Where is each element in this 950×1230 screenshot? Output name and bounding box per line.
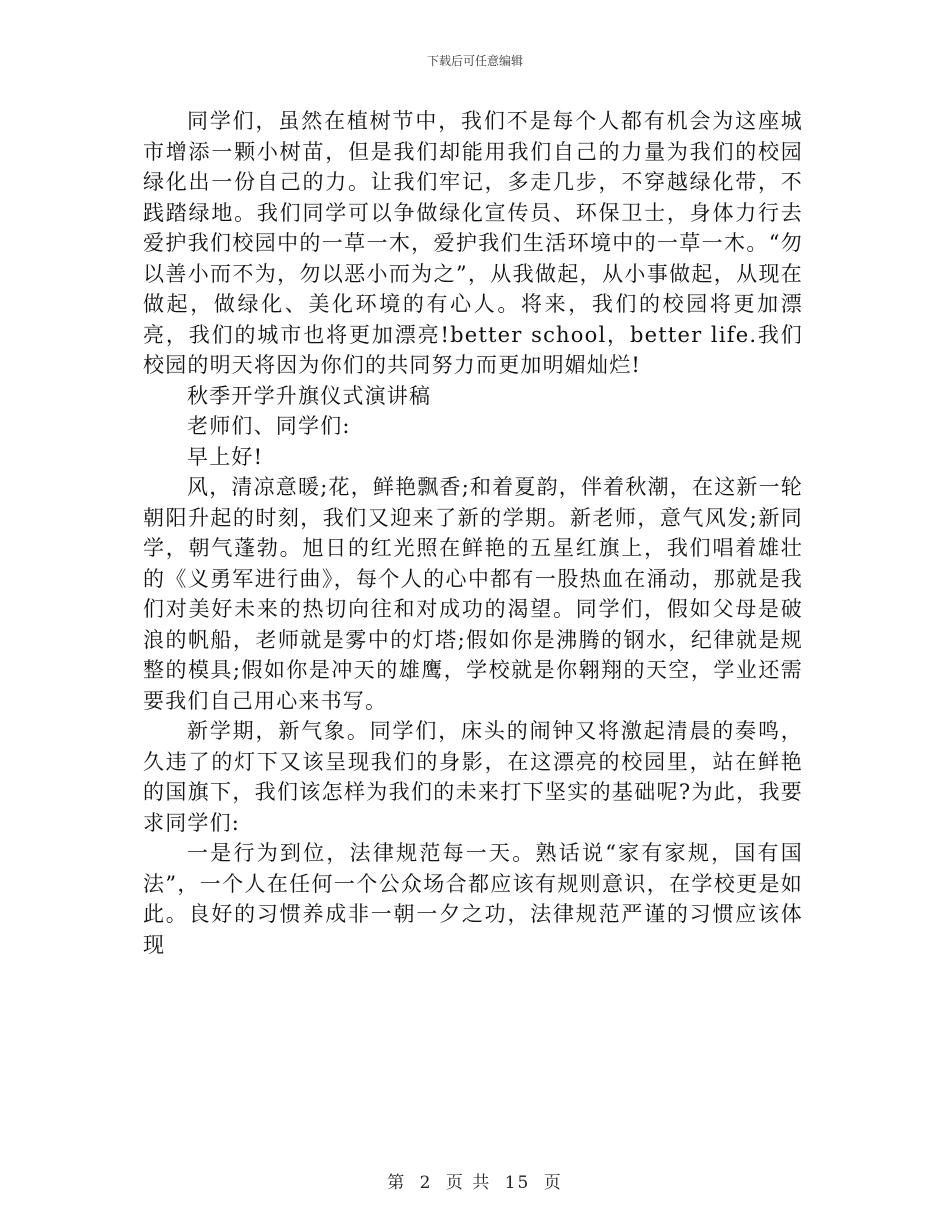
paragraph: 新学期，新气象。同学们，床头的闹钟又将激起清晨的奏鸣，久违了的灯下又该呈现我们的身影，在这漂亮的校园里，站在鲜艳的国旗下，我们该怎样为我们的未来打下坚实的基础呢?为此，我要求同学们: <box>143 719 803 835</box>
salutation: 老师们、同学们: <box>187 414 351 438</box>
paragraph: 风，清凉意暖;花，鲜艳飘香;和着夏韵，伴着秋潮，在这新一轮朝阳升起的时刻，我们又迎来了新的学期。新老师，意气风发;新同学，朝气蓬勃。旭日的红光照在鲜艳的五星红旗上，我们唱着雄壮的《义勇军进行曲》，每个人的心中都有一股热血在涌动，那就是我们对美好未来的热切向往和对成功的渴望。同学们，假如父母是破浪的帆船，老师就是雾中的灯塔;假如你是沸腾的钢水，纪律就是规整的模具;假如你是冲天的雄鹰，学校就是你翱翔的天空，学业还需要我们自己用心来书写。 <box>143 475 803 713</box>
footer-prefix: 第 <box>387 1173 407 1193</box>
total-page-count: 15 <box>504 1173 531 1193</box>
current-page-number: 2 <box>419 1173 433 1193</box>
footer-suffix: 页 <box>543 1173 563 1193</box>
page-header: 下载后可任意编辑 <box>426 54 523 68</box>
speech-title: 秋季开学升旗仪式演讲稿 <box>187 383 432 408</box>
paragraph: 一是行为到位，法律规范每一天。熟话说“家有家规，国有国法”，一个人在任何一个公众场合都应该有规则意识，在学校更是如此。良好的习惯养成非一朝一夕之功，法律规范严谨的习惯应该体现 <box>143 841 803 957</box>
document-body <box>143 106 803 960</box>
greeting: 早上好! <box>187 444 264 469</box>
page-footer <box>0 1168 950 1193</box>
paragraph: 同学们，虽然在植树节中，我们不是每个人都有机会为这座城市增添一颗小树苗，但是我们却能用我们自己的力量为我们的校园绿化出一份自己的力。让我们牢记，多走几步，不穿越绿化带，不践踏绿地。我们同学可以争做绿化宣传员、环保卫士，身体力行去爱护我们校园中的一草一木，爱护我们生活环境中的一草一木。“勿以善小而不为，勿以恶小而为之”，从我做起，从小事做起，从现在做起，做绿化、美化环境的有心人。将来，我们的校园将更加漂亮，我们的城市也将更加漂亮!better school，better life.我们校园的明天将因为你们的共同努力而更加明媚灿烂! <box>143 109 803 377</box>
footer-middle: 页 共 <box>445 1173 492 1193</box>
